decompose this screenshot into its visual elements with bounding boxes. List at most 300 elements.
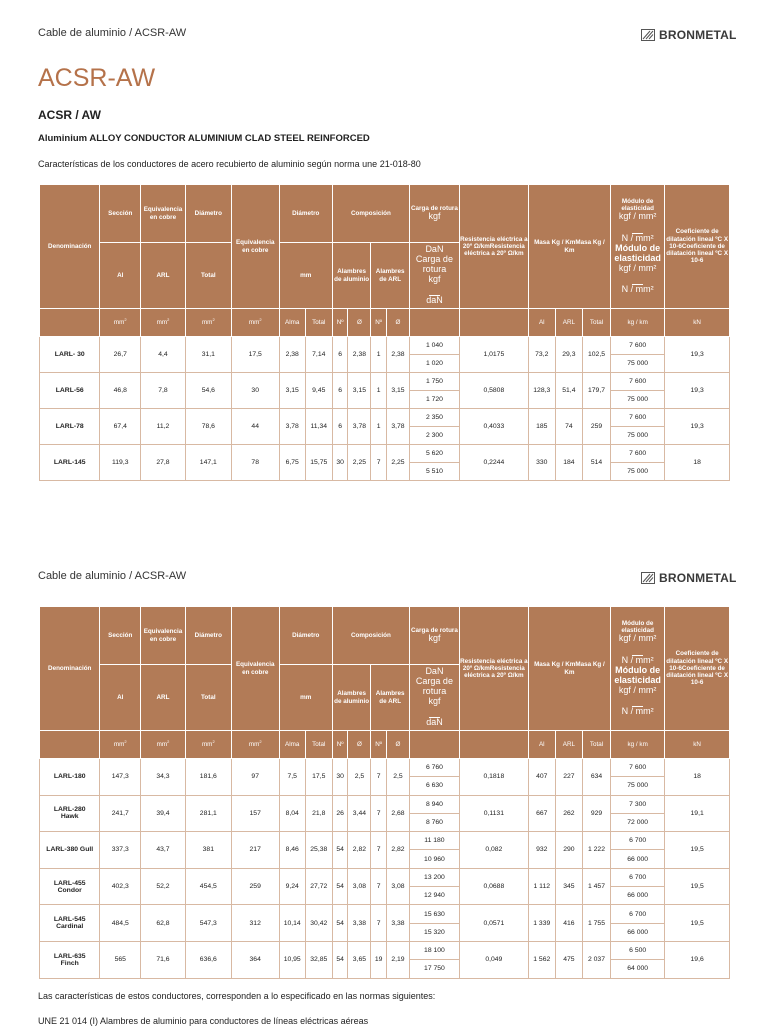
cell-masa-al: 407 [528, 759, 555, 796]
cell-d-arl: 3,15 [387, 373, 410, 409]
cell-modulo-kgf: 6 700 [611, 832, 665, 850]
cell-masa-total: 634 [582, 759, 610, 796]
unit-n: Nº [371, 309, 387, 337]
cell-al: 147,3 [100, 759, 141, 796]
cell-n-arl: 7 [371, 445, 387, 481]
cell-equivalencia: 44 [231, 409, 279, 445]
cell-masa-total: 179,7 [582, 373, 610, 409]
table-row [40, 941, 730, 959]
cell-modulo-kgf: 6 700 [611, 905, 665, 923]
cell-alma: 10,14 [279, 905, 305, 942]
bronmetal-logo-icon [641, 29, 655, 41]
cell-text: 2 [124, 317, 127, 323]
cell-diam-total: 11,34 [305, 409, 332, 445]
unit-al: Al [528, 309, 555, 337]
cell-al: 565 [100, 941, 141, 978]
header-total: Total [185, 665, 231, 731]
cell-carga-kgf: 8 940 [409, 795, 459, 813]
header-seccion: Sección [100, 607, 141, 665]
header-alambres-al: Alambres de aluminio [332, 665, 371, 731]
cell-coeficiente: 18 [665, 445, 730, 481]
unit-kg-km: kg / km [611, 309, 665, 337]
cell-equivalencia: 364 [231, 941, 279, 978]
breadcrumb: Cable de aluminio / ACSR-AW [38, 27, 187, 39]
table-row [40, 607, 730, 665]
cell-d-al: 2,5 [348, 759, 371, 796]
cell-diam-total: 27,72 [305, 868, 332, 905]
header-seccion: Sección [100, 185, 141, 243]
cell-carga-dan: 1 020 [409, 355, 459, 373]
table-row [40, 409, 730, 427]
header-modulo: Módulo de elasticidad kgf / mm² N / mm² Módulo de elasticidad kgf / mm² N / mm² [611, 607, 665, 731]
header-resistencia: Resistencia eléctrica a 20º Ω/kmResistencia eléctrica a 20º Ω/km [459, 185, 528, 309]
cell-carga-kgf: 1 040 [409, 337, 459, 355]
cell-masa-al: 1 562 [528, 941, 555, 978]
cell-modulo-n: 72 000 [611, 813, 665, 831]
table-row [40, 795, 730, 813]
cell-total: 381 [185, 832, 231, 869]
cell-equivalencia: 30 [231, 373, 279, 409]
cell-n-arl: 19 [371, 941, 387, 978]
cell-total: 31,1 [185, 337, 231, 373]
cell-text: 2 [167, 739, 170, 745]
cell-resistencia: 0,4033 [459, 409, 528, 445]
cell-masa-al: 128,3 [528, 373, 555, 409]
unit-phi: Ø [348, 309, 371, 337]
cell-arl: 11,2 [141, 409, 186, 445]
cell-modulo-kgf: 7 600 [611, 759, 665, 777]
table-row [40, 905, 730, 923]
unit-alma: Alma [279, 309, 305, 337]
unit-arl: ARL [555, 309, 582, 337]
cell-denominacion: LARL-455 Condor [40, 868, 100, 905]
cell-modulo-kgf: 7 600 [611, 337, 665, 355]
cell-masa-total: 102,5 [582, 337, 610, 373]
cell-al: 402,3 [100, 868, 141, 905]
cell-modulo-kgf: 7 300 [611, 795, 665, 813]
table-row [40, 868, 730, 886]
table-row [40, 185, 730, 243]
cell-text: DaN [425, 665, 444, 676]
cell-coeficiente: 19,3 [665, 337, 730, 373]
cell-resistencia: 0,049 [459, 941, 528, 978]
unit-total: Total [582, 309, 610, 337]
header-masa: Masa Kg / KmMasa Kg / Km [528, 185, 610, 309]
cell-masa-total: 929 [582, 795, 610, 832]
cell-d-al: 2,38 [348, 337, 371, 373]
cell-al: 337,3 [100, 832, 141, 869]
header-total: Total [185, 243, 231, 309]
cell-al: 119,3 [100, 445, 141, 481]
cell-masa-arl: 51,4 [555, 373, 582, 409]
cell-carga-kgf: 13 200 [409, 868, 459, 886]
cell-coeficiente: 19,3 [665, 373, 730, 409]
cell-n-arl: 7 [371, 795, 387, 832]
cell-modulo-n: 75 000 [611, 355, 665, 373]
logo-text: BRONMETAL [659, 571, 737, 585]
cell-n-al: 6 [332, 373, 348, 409]
cell-carga-kgf: 6 760 [409, 759, 459, 777]
table-body [40, 337, 730, 481]
header-composicion: Composición [332, 185, 409, 243]
unit-alma: Alma [279, 731, 305, 759]
cell-text: Carga de rotura [415, 253, 453, 274]
cell-masa-arl: 227 [555, 759, 582, 796]
cell-al: 484,5 [100, 905, 141, 942]
cell-equivalencia: 78 [231, 445, 279, 481]
cell-denominacion: LARL-280 Hawk [40, 795, 100, 832]
cell-masa-al: 330 [528, 445, 555, 481]
cell-denominacion: LARL-635 Finch [40, 941, 100, 978]
cell-carga-dan: 12 940 [409, 887, 459, 905]
cell-n-al: 6 [332, 409, 348, 445]
unit-n: Nº [332, 731, 348, 759]
table-cell [459, 731, 528, 759]
cell-denominacion: LARL-56 [40, 373, 100, 409]
cell-masa-total: 1 755 [582, 905, 610, 942]
cell-text: kgf [428, 273, 441, 284]
cell-masa-al: 932 [528, 832, 555, 869]
cell-arl: 7,8 [141, 373, 186, 409]
cell-masa-arl: 29,3 [555, 337, 582, 373]
cell-d-arl: 2,25 [387, 445, 410, 481]
cell-n-arl: 7 [371, 832, 387, 869]
cell-carga-kgf: 11 180 [409, 832, 459, 850]
cell-d-arl: 3,78 [387, 409, 410, 445]
cell-total: 281,1 [185, 795, 231, 832]
table-cell [409, 731, 459, 759]
header-diametro: Diámetro [185, 185, 231, 243]
cell-masa-arl: 345 [555, 868, 582, 905]
header-carga-rotura: Carga de rotura kgf [409, 185, 459, 243]
unit-kn: kN [665, 731, 730, 759]
cell-equivalencia: 17,5 [231, 337, 279, 373]
cell-n-al: 54 [332, 941, 348, 978]
cell-n-al: 26 [332, 795, 348, 832]
cell-carga-kgf: 15 630 [409, 905, 459, 923]
cell-equivalencia: 97 [231, 759, 279, 796]
footer-note: Las características de estos conductores, corresponden a lo especificado en las normas siguientes: [38, 991, 436, 1001]
cell-d-arl: 2,38 [387, 337, 410, 373]
unit-arl: ARL [555, 731, 582, 759]
cell-d-al: 2,25 [348, 445, 371, 481]
cell-coeficiente: 19,1 [665, 795, 730, 832]
unit-kn: kN [665, 309, 730, 337]
unit-total: Total [305, 309, 332, 337]
cell-arl: 4,4 [141, 337, 186, 373]
cell-resistencia: 0,0688 [459, 868, 528, 905]
cell-n-al: 54 [332, 905, 348, 942]
spec-table-2 [39, 606, 730, 979]
cell-diam-total: 32,85 [305, 941, 332, 978]
cell-d-arl: 3,38 [387, 905, 410, 942]
cell-text: 2 [167, 317, 170, 323]
cell-al: 241,7 [100, 795, 141, 832]
cell-total: 54,6 [185, 373, 231, 409]
header-alambres-arl: Alambres de ARL [371, 243, 410, 309]
cell-carga-dan: 10 960 [409, 850, 459, 868]
cell-resistencia: 0,0571 [459, 905, 528, 942]
table-body [40, 759, 730, 979]
bronmetal-logo-icon [641, 572, 655, 584]
cell-modulo-kgf: 7 600 [611, 409, 665, 427]
cell-masa-al: 185 [528, 409, 555, 445]
cell-alma: 8,04 [279, 795, 305, 832]
cell-arl: 71,6 [141, 941, 186, 978]
table-cell [40, 731, 100, 759]
header-carga-rotura: Carga de rotura kgf [409, 607, 459, 665]
cell-carga-dan: 17 750 [409, 960, 459, 978]
cell-carga-dan: 1 720 [409, 391, 459, 409]
breadcrumb-page-2: Cable de aluminio / ACSR-AW [38, 570, 187, 582]
cell-text: kgf [428, 695, 441, 706]
cell-alma: 3,78 [279, 409, 305, 445]
cell-carga-dan: 15 320 [409, 923, 459, 941]
cell-masa-total: 1 457 [582, 868, 610, 905]
cell-resistencia: 0,1818 [459, 759, 528, 796]
cell-masa-total: 259 [582, 409, 610, 445]
cell-modulo-n: 66 000 [611, 850, 665, 868]
cell-modulo-n: 75 000 [611, 463, 665, 481]
header-modulo: Módulo de elasticidad kgf / mm² N / mm² Módulo de elasticidad kgf / mm² N / mm² [611, 185, 665, 309]
table-row [40, 337, 730, 355]
cell-text: 2 [259, 317, 262, 323]
cell-equivalencia: 157 [231, 795, 279, 832]
cell-text: kgf / mm² [618, 262, 657, 273]
cell-n-arl: 7 [371, 759, 387, 796]
cell-d-arl: 3,08 [387, 868, 410, 905]
unit-phi: Ø [387, 731, 410, 759]
table-row [40, 832, 730, 850]
cell-text: 2 [259, 739, 262, 745]
cell-diam-total: 17,5 [305, 759, 332, 796]
cell-masa-total: 2 037 [582, 941, 610, 978]
cell-alma: 3,15 [279, 373, 305, 409]
cell-text: Módulo de elasticidad [614, 664, 661, 685]
cell-masa-arl: 416 [555, 905, 582, 942]
cell-carga-dan: 8 760 [409, 813, 459, 831]
cell-arl: 27,8 [141, 445, 186, 481]
cell-arl: 62,8 [141, 905, 186, 942]
cell-carga-dan: 6 630 [409, 777, 459, 795]
header-masa: Masa Kg / KmMasa Kg / Km [528, 607, 610, 731]
cell-d-arl: 2,5 [387, 759, 410, 796]
header-resistencia: Resistencia eléctrica a 20º Ω/kmResistencia eléctrica a 20º Ω/km [459, 607, 528, 731]
table-row [40, 759, 730, 777]
cell-denominacion: LARL-545 Cardinal [40, 905, 100, 942]
cell-alma: 8,46 [279, 832, 305, 869]
cell-alma: 2,38 [279, 337, 305, 373]
cell-equivalencia: 259 [231, 868, 279, 905]
cell-denominacion: LARL-180 [40, 759, 100, 796]
cell-resistencia: 1,0175 [459, 337, 528, 373]
unit-mm2: $mm^2$ [185, 731, 231, 759]
header-al: Al [100, 243, 141, 309]
table-header [40, 607, 730, 759]
header-alambres-al: Alambres de aluminio [332, 243, 371, 309]
cell-masa-al: 1 339 [528, 905, 555, 942]
cell-denominacion: LARL-78 [40, 409, 100, 445]
cell-text: 2 [124, 739, 127, 745]
cell-text: N / mm² [621, 706, 654, 717]
cell-text: kgf / mm² [618, 211, 657, 222]
cell-al: 46,8 [100, 373, 141, 409]
cell-n-arl: 1 [371, 337, 387, 373]
cell-carga-kgf: 5 620 [409, 445, 459, 463]
cell-n-al: 30 [332, 759, 348, 796]
cell-coeficiente: 19,5 [665, 832, 730, 869]
table-row [40, 373, 730, 391]
cell-coeficiente: 18 [665, 759, 730, 796]
table-cell [459, 309, 528, 337]
unit-mm2: $mm^2$ [141, 309, 186, 337]
page-subtitle: ACSR / AW [38, 108, 101, 122]
cell-diam-total: 21,8 [305, 795, 332, 832]
cell-text: N / mm² [621, 654, 654, 665]
cell-total: 636,6 [185, 941, 231, 978]
cell-equivalencia: 312 [231, 905, 279, 942]
cell-modulo-kgf: 7 600 [611, 373, 665, 391]
cell-n-al: 54 [332, 868, 348, 905]
cell-diam-total: 15,75 [305, 445, 332, 481]
cell-total: 78,6 [185, 409, 231, 445]
unit-mm2: $mm^2$ [231, 731, 279, 759]
table-row [40, 309, 730, 337]
unit-mm2: $mm^2$ [100, 731, 141, 759]
header-al: Al [100, 665, 141, 731]
cell-d-arl: 2,19 [387, 941, 410, 978]
header-mm: mm [279, 665, 332, 731]
cell-masa-arl: 475 [555, 941, 582, 978]
cell-d-al: 3,78 [348, 409, 371, 445]
table-cell [409, 309, 459, 337]
cell-carga-dan: 5 510 [409, 463, 459, 481]
table-header [40, 185, 730, 337]
cell-coeficiente: 19,3 [665, 409, 730, 445]
logo-text: BRONMETAL [659, 28, 737, 42]
brand-logo [641, 28, 737, 42]
unit-kg-km: kg / km [611, 731, 665, 759]
cell-carga-kgf: 18 100 [409, 941, 459, 959]
unit-al: Al [528, 731, 555, 759]
cell-masa-arl: 262 [555, 795, 582, 832]
cell-modulo-kgf: 7 600 [611, 445, 665, 463]
cell-carga-kgf: 1 750 [409, 373, 459, 391]
cell-modulo-kgf: 6 700 [611, 868, 665, 886]
cell-modulo-n: 75 000 [611, 391, 665, 409]
cell-total: 147,1 [185, 445, 231, 481]
cell-modulo-n: 66 000 [611, 887, 665, 905]
cell-masa-al: 1 112 [528, 868, 555, 905]
cell-text: Módulo de elasticidad [614, 242, 661, 263]
header-arl: ARL [141, 665, 186, 731]
cell-total: 454,5 [185, 868, 231, 905]
unit-total: Total [582, 731, 610, 759]
cell-modulo-n: 75 000 [611, 427, 665, 445]
cell-diam-total: 25,38 [305, 832, 332, 869]
cell-text: 2 [212, 317, 215, 323]
cell-text: N / mm² [621, 284, 654, 295]
cell-masa-arl: 184 [555, 445, 582, 481]
cell-masa-al: 667 [528, 795, 555, 832]
cell-text: daN [426, 295, 443, 306]
cell-masa-total: 514 [582, 445, 610, 481]
cell-diam-total: 9,45 [305, 373, 332, 409]
intro-text: Características de los conductores de acero recubierto de aluminio según norma une 21-018-80 [38, 159, 421, 169]
cell-d-arl: 2,82 [387, 832, 410, 869]
cell-denominacion: LARL-380 Gull [40, 832, 100, 869]
header-composicion: Composición [332, 607, 409, 665]
cell-modulo-kgf: 6 500 [611, 941, 665, 959]
cell-d-al: 3,65 [348, 941, 371, 978]
cell-n-al: 6 [332, 337, 348, 373]
cell-n-arl: 7 [371, 868, 387, 905]
unit-phi: Ø [387, 309, 410, 337]
cell-masa-arl: 290 [555, 832, 582, 869]
cell-n-arl: 7 [371, 905, 387, 942]
header-denominacion: Denominación [40, 607, 100, 731]
header-denominacion: Denominación [40, 185, 100, 309]
header-diametro-2: Diámetro [279, 607, 332, 665]
header-alambres-arl: Alambres de ARL [371, 665, 410, 731]
unit-mm2: $mm^2$ [141, 731, 186, 759]
header-equiv-cobre-2: Equivalencia en cobre [231, 607, 279, 731]
cell-text: kgf / mm² [618, 633, 657, 644]
cell-modulo-n: 75 000 [611, 777, 665, 795]
cell-arl: 34,3 [141, 759, 186, 796]
unit-mm2: $mm^2$ [231, 309, 279, 337]
cell-total: 547,3 [185, 905, 231, 942]
header-equiv-cobre: Equivalencia en cobre [141, 607, 186, 665]
cell-masa-total: 1 222 [582, 832, 610, 869]
cell-modulo-n: 64 000 [611, 960, 665, 978]
cell-alma: 7,5 [279, 759, 305, 796]
header-mm: mm [279, 243, 332, 309]
header-dan [409, 665, 459, 731]
table-cell [40, 309, 100, 337]
cell-equivalencia: 217 [231, 832, 279, 869]
cell-coeficiente: 19,5 [665, 905, 730, 942]
cell-d-al: 3,44 [348, 795, 371, 832]
header-dan [409, 243, 459, 309]
cell-carga-dan: 2 300 [409, 427, 459, 445]
header-diametro: Diámetro [185, 607, 231, 665]
cell-arl: 39,4 [141, 795, 186, 832]
unit-mm2: $mm^2$ [185, 309, 231, 337]
header-coeficiente: Coeficiente de dilatación lineal ºC X 10-6Coeficiente de dilatación lineal ºC X 10-6 [665, 607, 730, 731]
cell-masa-arl: 74 [555, 409, 582, 445]
cell-n-arl: 1 [371, 373, 387, 409]
cell-resistencia: 0,1131 [459, 795, 528, 832]
cell-text: DaN [425, 243, 444, 254]
cell-alma: 6,75 [279, 445, 305, 481]
header-arl: ARL [141, 243, 186, 309]
cell-resistencia: 0,082 [459, 832, 528, 869]
cell-resistencia: 0,5808 [459, 373, 528, 409]
cell-n-al: 30 [332, 445, 348, 481]
cell-carga-kgf: 2 350 [409, 409, 459, 427]
cell-arl: 52,2 [141, 868, 186, 905]
cell-coeficiente: 19,5 [665, 868, 730, 905]
cell-alma: 9,24 [279, 868, 305, 905]
table-row [40, 731, 730, 759]
cell-n-arl: 1 [371, 409, 387, 445]
header-equiv-cobre: Equivalencia en cobre [141, 185, 186, 243]
product-description: Aluminium ALLOY CONDUCTOR ALUMINIUM CLAD STEEL REINFORCED [38, 133, 370, 144]
cell-resistencia: 0,2244 [459, 445, 528, 481]
footer-standard: UNE 21 014 (I) Alambres de aluminio para conductores de líneas eléctricas aéreas [38, 1016, 369, 1026]
cell-masa-al: 73,2 [528, 337, 555, 373]
